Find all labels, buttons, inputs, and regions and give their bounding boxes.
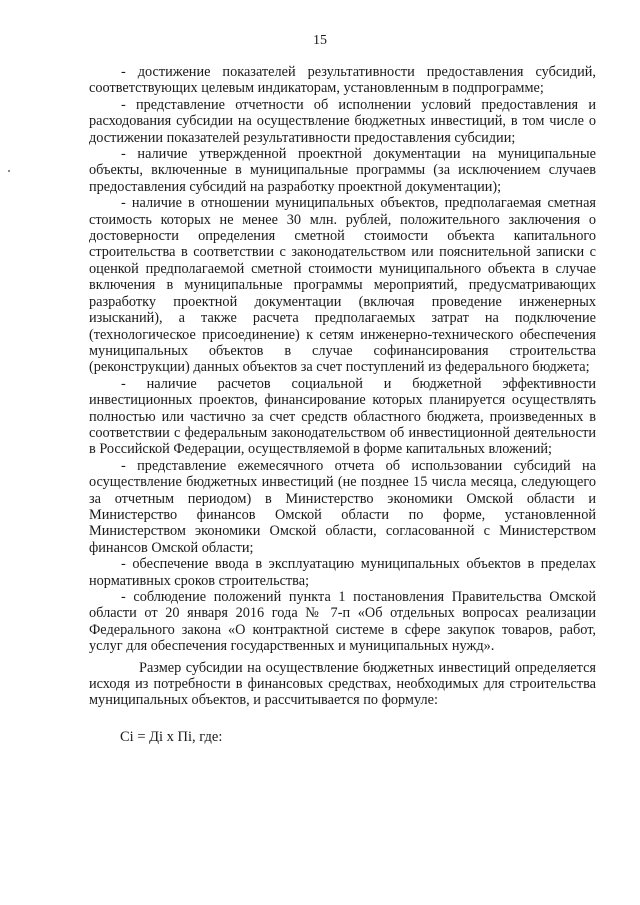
bullet-paragraph: - наличие в отношении муниципальных объектов, предполагаемая сметная стоимость которых не менее 30 млн. рублей, положительного заключения о достоверности определения сметной стоимости объекта капитального строительства в соответствии с законодательством или пояснительной записки с оценкой предполагаемой сметной стоимости муниципального объекта в случае включения в муниципальные программы мероприятий, предусматривающих разработку проектной документации (включая проведение инженерных изысканий), а также расчета предполагаемых затрат на подключение (технологическое присоединение) к сетям инженерно-технического обеспечения муниципальных объектов в случае софинансирования строительства (реконструкции) данных объектов за счет поступлений из федерального бюджета; — [89, 195, 596, 376]
bullet-paragraph: - обеспечение ввода в эксплуатацию муниципальных объектов в пределах нормативных сроков строительства; — [89, 556, 596, 589]
bullet-paragraph: - достижение показателей результативности предоставления субсидий, соответствующих целевым индикаторам, установленным в подпрограмме; — [89, 64, 596, 97]
subsidy-size-paragraph: Размер субсидии на осуществление бюджетных инвестиций определяется исходя из потребности в финансовых средствах, необходимых для строительства муниципальных объектов, и рассчитывается по формуле: — [89, 659, 596, 709]
bullet-paragraph: - соблюдение положений пункта 1 постановления Правительства Омской области от 20 января 2016 года № 7-п «Об отдельных вопросах реализации Федерального закона «О контрактной системе в сфере закупок товаров, работ, услуг для обеспечения государственных и муниципальных нужд». — [89, 589, 596, 655]
bullet-paragraph: - наличие утвержденной проектной документации на муниципальные объекты, включенные в муниципальные программы (за исключением случаев предоставления субсидий на разработку проектной документации); — [89, 146, 596, 195]
margin-mark — [8, 170, 10, 172]
bullet-paragraph: - представление отчетности об исполнении условий предоставления и расходования субсидии на осуществление бюджетных инвестиций, в том числе о достижении показателей результативности предоставления субсидии; — [89, 96, 596, 146]
bullet-paragraph: - представление ежемесячного отчета об использовании субсидий на осуществление бюджетных инвестиций (не позднее 15 числа месяца, следующего за отчетным периодом) в Министерство экономики Омской области и Министерство финансов Омской области по форме, установленной Министерством экономики Омской области, согласованной с Министерством финансов Омской области; — [89, 457, 596, 556]
document-body — [89, 64, 596, 745]
page-number: 15 — [313, 33, 327, 48]
bullet-paragraph: - наличие расчетов социальной и бюджетной эффективности инвестиционных проектов, финансирование которых планируется осуществлять полностью или частично за счет средств областного бюджета, произведенных в соответствии с федеральным законодательством об инвестиционной деятельности в Российской Федерации, осуществляемой в форме капитальных вложений; — [89, 375, 596, 458]
formula: Сi = Дi x Пi, где: — [120, 728, 223, 745]
